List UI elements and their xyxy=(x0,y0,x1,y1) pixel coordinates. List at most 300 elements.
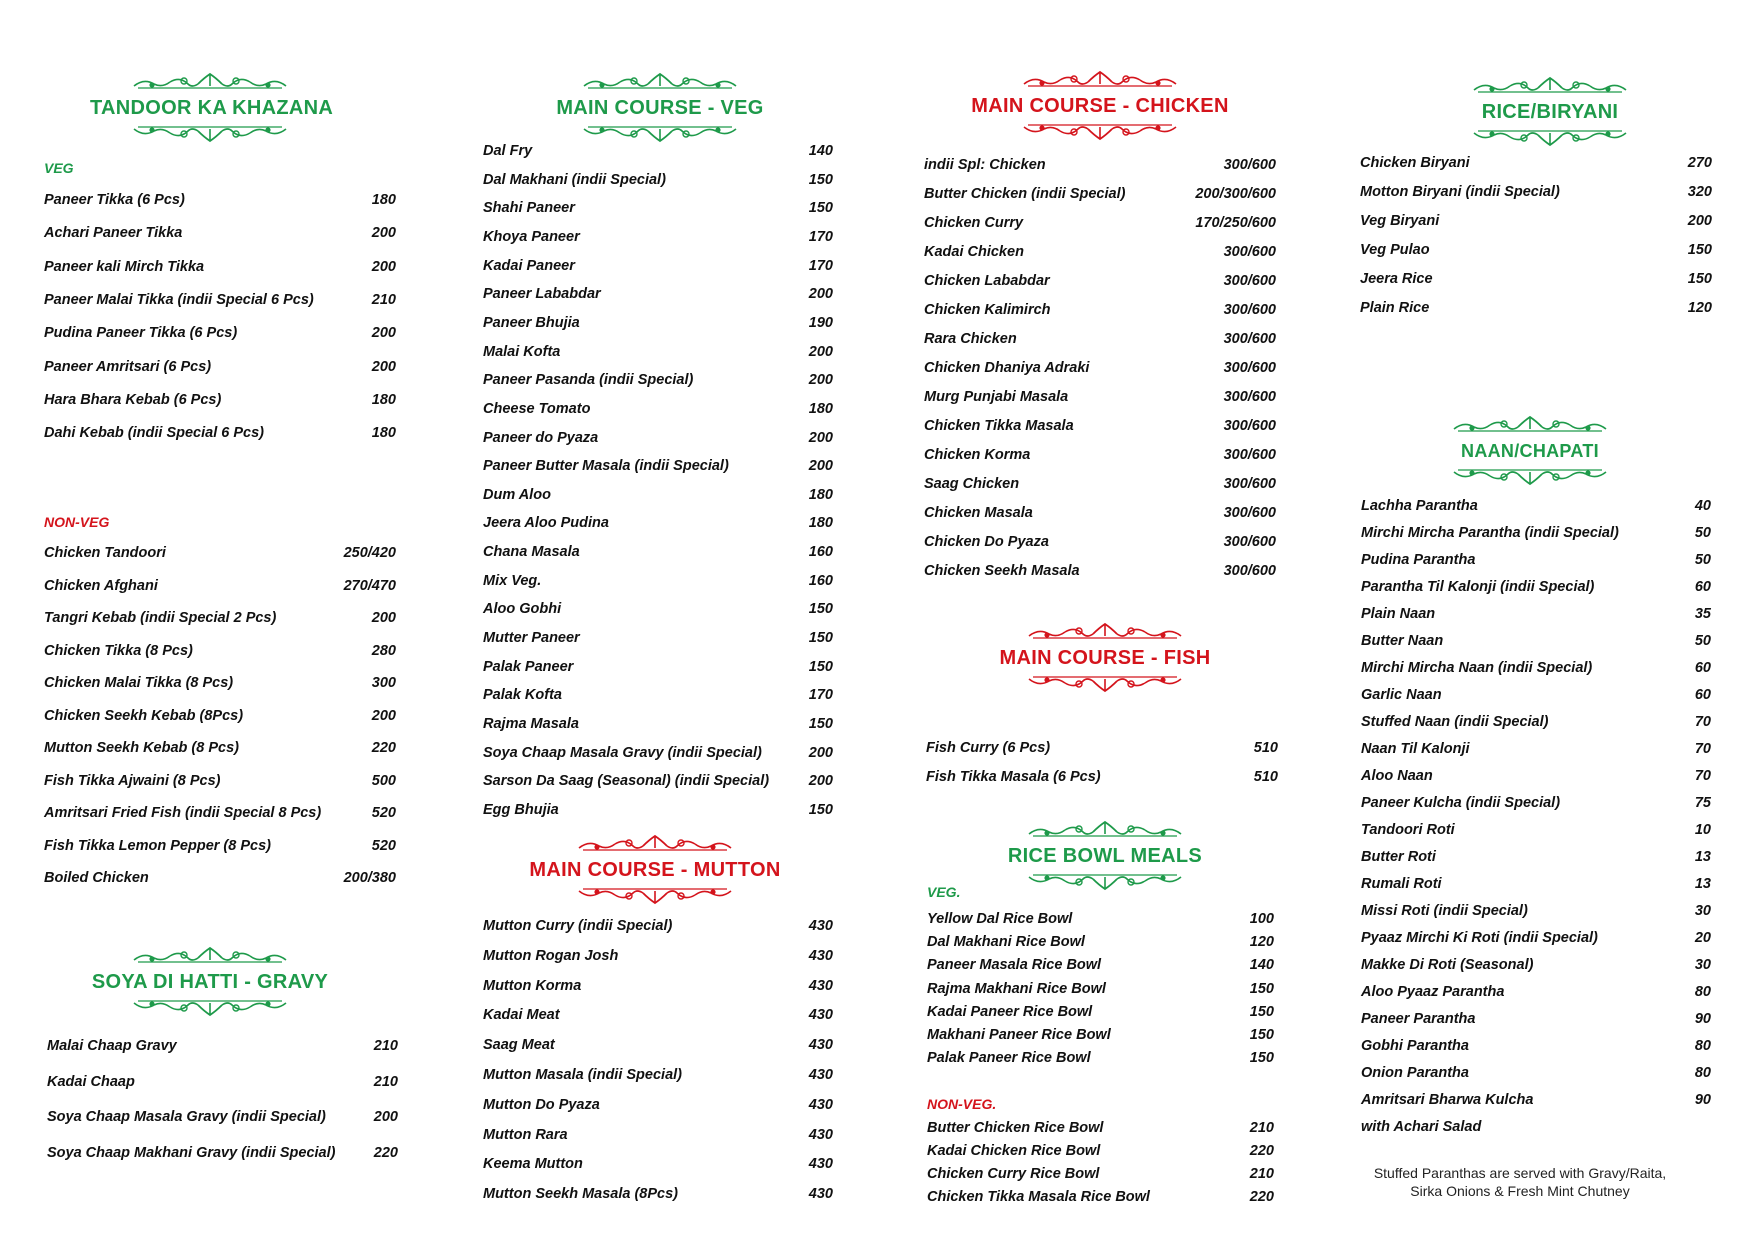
menu-item xyxy=(924,563,1276,579)
menu-item-price: 200 xyxy=(371,258,396,275)
menu-item-price: 430 xyxy=(808,1186,833,1203)
menu-item xyxy=(1361,984,1711,1000)
decorative-flourish-icon xyxy=(580,125,740,143)
menu-item xyxy=(1361,606,1711,622)
menu-item xyxy=(483,1096,833,1113)
menu-item-price: 100 xyxy=(1249,911,1274,927)
menu-item-name: Paneer Tikka (6 Pcs) xyxy=(44,192,185,208)
menu-item xyxy=(924,244,1276,260)
stuffed-parantha-note xyxy=(1350,1164,1690,1200)
menu-item xyxy=(926,740,1278,756)
menu-item xyxy=(924,360,1276,376)
menu-item xyxy=(483,687,833,704)
menu-item-price: 120 xyxy=(1249,934,1274,951)
menu-item-name: Aloo Pyaaz Parantha xyxy=(1361,984,1505,1000)
section-title: MAIN COURSE - FISH xyxy=(999,647,1211,669)
menu-item-name: Amritsari Fried Fish (indii Special 8 Pcs) xyxy=(44,805,322,821)
menu-item xyxy=(483,486,833,503)
menu-item-name: Shahi Paneer xyxy=(483,200,575,217)
menu-item xyxy=(44,740,396,756)
menu-item-name: Naan Til Kalonji xyxy=(1361,741,1470,757)
menu-item-name: Chicken Tikka (8 Pcs) xyxy=(44,642,193,659)
menu-item-name: Tandoori Roti xyxy=(1361,822,1455,838)
menu-item-price: 210 xyxy=(1249,1166,1274,1182)
menu-item-name: Chana Masala xyxy=(483,544,580,561)
menu-item-price: 200 xyxy=(371,610,396,626)
menu-item-price: 200 xyxy=(1687,213,1712,229)
menu-item-price: 300/600 xyxy=(1223,302,1276,318)
menu-item xyxy=(1361,552,1711,568)
menu-item-name: Saag Chicken xyxy=(924,476,1020,492)
menu-item-price: 150 xyxy=(1249,1050,1274,1067)
decorative-flourish-icon xyxy=(1025,820,1185,838)
menu-item-name: Jeera Rice xyxy=(1360,271,1433,287)
menu-item-name: Chicken Afghani xyxy=(44,577,158,594)
menu-item xyxy=(44,837,396,854)
menu-item xyxy=(44,610,396,626)
menu-item xyxy=(1361,579,1711,595)
menu-item-name: Mutter Paneer xyxy=(483,630,580,647)
menu-item-name: Chicken Biryani xyxy=(1360,155,1470,171)
menu-item-price: 30 xyxy=(1694,957,1711,973)
menu-item xyxy=(924,273,1276,289)
menu-item xyxy=(1360,300,1712,316)
menu-item xyxy=(1361,768,1711,784)
menu-item-name: Soya Chaap Masala Gravy (indii Special) xyxy=(483,744,762,761)
menu-item-name: Fish Curry (6 Pcs) xyxy=(926,740,1051,756)
menu-item-name: Jeera Aloo Pudina xyxy=(483,515,609,532)
menu-item xyxy=(44,772,396,789)
menu-item-price: 510 xyxy=(1253,769,1278,785)
menu-item-price: 200 xyxy=(808,458,833,475)
menu-item-name: Khoya Paneer xyxy=(483,228,580,245)
menu-item-price: 510 xyxy=(1253,740,1278,756)
menu-item-price: 270/470 xyxy=(343,577,396,594)
menu-item-name: Chicken Do Pyaza xyxy=(924,534,1049,550)
menu-item-name: Chicken Curry xyxy=(924,215,1024,231)
menu-item-price: 180 xyxy=(371,192,396,208)
menu-item-name: Makhani Paneer Rice Bowl xyxy=(927,1027,1111,1043)
menu-item-price: 80 xyxy=(1694,984,1711,1000)
section-title: RICE BOWL MEALS xyxy=(1007,845,1203,867)
menu-item-price: 60 xyxy=(1694,579,1711,595)
menu-item xyxy=(44,325,396,342)
section-header-rice xyxy=(1430,76,1670,147)
menu-item-name: Dahi Kebab (indii Special 6 Pcs) xyxy=(44,425,264,442)
menu-item xyxy=(483,744,833,761)
menu-item xyxy=(44,642,396,659)
decorative-flourish-icon xyxy=(575,834,735,852)
menu-item-price: 180 xyxy=(808,515,833,532)
menu-item xyxy=(927,1050,1274,1067)
nonveg-label: NON-VEG xyxy=(44,514,110,530)
section-header-veg xyxy=(540,72,780,143)
menu-item-price: 80 xyxy=(1694,1038,1711,1054)
menu-item-price: 300/600 xyxy=(1223,157,1276,173)
menu-item-name: Paneer Lababdar xyxy=(483,286,601,303)
menu-item xyxy=(1361,903,1711,919)
menu-item-price: 180 xyxy=(808,400,833,417)
decorative-flourish-icon xyxy=(1025,675,1185,693)
menu-item-name: Kadai Meat xyxy=(483,1007,560,1024)
decorative-flourish-icon xyxy=(1470,76,1630,94)
menu-item-name: Missi Roti (indii Special) xyxy=(1361,903,1528,919)
menu-item xyxy=(44,291,396,308)
menu-item-price: 13 xyxy=(1694,876,1711,892)
menu-item xyxy=(924,418,1276,434)
menu-item-price: 300/600 xyxy=(1223,389,1276,405)
decorative-flourish-icon xyxy=(1020,70,1180,88)
menu-item-name: Mutton Korma xyxy=(483,977,582,994)
menu-item xyxy=(483,658,833,675)
section-header-mutton xyxy=(525,834,785,905)
menu-item xyxy=(924,302,1276,318)
menu-item xyxy=(927,911,1274,927)
menu-item-name: Motton Biryani (indii Special) xyxy=(1360,184,1560,200)
section-title: MAIN COURSE - CHICKEN xyxy=(971,95,1229,117)
menu-item-price: 220 xyxy=(1249,1189,1274,1205)
menu-item-name: Plain Naan xyxy=(1361,606,1436,622)
menu-item-price: 150 xyxy=(808,658,833,675)
menu-item xyxy=(1361,849,1711,865)
menu-item xyxy=(1361,687,1711,703)
menu-item xyxy=(44,192,396,208)
menu-item xyxy=(1361,1065,1711,1081)
menu-item-price: 20 xyxy=(1694,930,1711,946)
menu-item-name: Mutton Seekh Kebab (8 Pcs) xyxy=(44,740,239,756)
menu-item-price: 250/420 xyxy=(343,545,396,561)
menu-item-name: Paneer Amritsari (6 Pcs) xyxy=(44,358,212,375)
menu-item xyxy=(483,1186,833,1203)
menu-item-name: Butter Naan xyxy=(1361,633,1444,649)
menu-item-name: Mutton Rogan Josh xyxy=(483,947,619,964)
menu-item-name: Mirchi Mircha Parantha (indii Special) xyxy=(1361,525,1619,541)
menu-item-name: with Achari Salad xyxy=(1361,1119,1482,1135)
menu-item-price: 430 xyxy=(808,1007,833,1024)
decorative-flourish-icon xyxy=(130,72,290,90)
menu-item-price: 150 xyxy=(808,716,833,732)
menu-item-price: 200 xyxy=(808,343,833,360)
decorative-flourish-icon xyxy=(1025,873,1185,891)
menu-item-name: Stuffed Naan (indii Special) xyxy=(1361,714,1549,730)
menu-item-price: 70 xyxy=(1694,714,1711,730)
menu-item-name: Kadai Chicken Rice Bowl xyxy=(927,1143,1101,1159)
menu-item-name: Chicken Tikka Masala xyxy=(924,418,1074,434)
menu-item-name: Rumali Roti xyxy=(1361,876,1442,892)
menu-item xyxy=(1361,633,1711,649)
menu-item-price: 430 xyxy=(808,918,833,934)
menu-item xyxy=(1361,876,1711,892)
menu-item xyxy=(1361,1011,1711,1027)
menu-item-price: 170 xyxy=(808,257,833,274)
menu-item xyxy=(483,171,833,188)
menu-item-price: 140 xyxy=(808,143,833,159)
menu-item-name: Paneer Kulcha (indii Special) xyxy=(1361,795,1561,811)
note-line: Stuffed Paranthas are served with Gravy/Raita, xyxy=(1373,1165,1667,1181)
menu-item-price: 200 xyxy=(373,1109,398,1125)
menu-item xyxy=(44,258,396,275)
menu-item xyxy=(47,1073,398,1090)
menu-item-price: 430 xyxy=(808,1067,833,1083)
menu-item-name: Onion Parantha xyxy=(1361,1065,1469,1081)
menu-item-price: 150 xyxy=(1687,242,1712,258)
decorative-flourish-icon xyxy=(1020,123,1180,141)
menu-item xyxy=(927,934,1274,951)
menu-item-price: 200/300/600 xyxy=(1195,186,1276,202)
menu-item xyxy=(483,1067,833,1083)
menu-item-price: 120 xyxy=(1687,300,1712,316)
menu-item-name: Rajma Masala xyxy=(483,716,579,732)
decorative-flourish-icon xyxy=(1450,468,1610,486)
menu-item-name: Dal Makhani Rice Bowl xyxy=(927,934,1085,951)
section-title: NAAN/CHAPATI xyxy=(1461,441,1599,461)
menu-item-name: Mutton Seekh Masala (8Pcs) xyxy=(483,1186,678,1203)
menu-item xyxy=(483,343,833,360)
menu-item xyxy=(483,400,833,417)
menu-item xyxy=(483,572,833,589)
menu-item xyxy=(927,1003,1274,1020)
menu-item-price: 430 xyxy=(808,1126,833,1143)
menu-item-price: 30 xyxy=(1694,903,1711,919)
menu-item xyxy=(483,429,833,446)
menu-item-price: 170 xyxy=(808,687,833,704)
menu-item-price: 150 xyxy=(808,171,833,188)
menu-item-name: Paneer Pasanda (indii Special) xyxy=(483,372,694,389)
menu-item-name: Lachha Parantha xyxy=(1361,498,1478,514)
menu-item-price: 160 xyxy=(808,572,833,589)
menu-item-price: 70 xyxy=(1694,741,1711,757)
menu-item-name: Cheese Tomato xyxy=(483,400,591,417)
menu-item-price: 10 xyxy=(1694,822,1711,838)
menu-item-price: 300/600 xyxy=(1223,505,1276,521)
menu-item-price: 150 xyxy=(1249,1003,1274,1020)
menu-item xyxy=(483,458,833,475)
menu-item-name: Veg Pulao xyxy=(1360,242,1430,258)
section-title: RICE/BIRYANI xyxy=(1481,101,1619,123)
menu-item xyxy=(924,186,1276,202)
menu-item-name: Mutton Do Pyaza xyxy=(483,1096,600,1113)
menu-item xyxy=(44,225,396,242)
menu-item xyxy=(927,1143,1274,1159)
menu-item xyxy=(1361,1092,1711,1108)
menu-item xyxy=(927,1166,1274,1182)
menu-item-name: Kadai Paneer xyxy=(483,257,575,274)
decorative-flourish-icon xyxy=(130,999,290,1017)
section-title: MAIN COURSE - MUTTON xyxy=(529,859,781,881)
menu-item xyxy=(927,957,1274,974)
menu-item-price: 150 xyxy=(1687,271,1712,287)
menu-item xyxy=(44,545,396,561)
menu-item-name: Murg Punjabi Masala xyxy=(924,389,1069,405)
menu-item-price: 50 xyxy=(1694,633,1711,649)
menu-item xyxy=(924,447,1276,463)
menu-item-price: 13 xyxy=(1694,849,1711,865)
menu-item xyxy=(924,534,1276,550)
menu-item xyxy=(483,801,833,818)
menu-item-name: Mix Veg. xyxy=(483,572,542,589)
menu-item-name: Achari Paneer Tikka xyxy=(44,225,183,242)
menu-item-name: Palak Paneer Rice Bowl xyxy=(927,1050,1091,1067)
menu-item xyxy=(1361,498,1711,514)
menu-item-price: 170/250/600 xyxy=(1195,215,1276,231)
menu-item xyxy=(483,200,833,217)
menu-item-name: Chicken Malai Tikka (8 Pcs) xyxy=(44,675,234,691)
veg-label: VEG. xyxy=(927,884,961,900)
menu-item-price: 220 xyxy=(373,1144,398,1161)
menu-item-price: 200 xyxy=(371,325,396,342)
section-title: TANDOOR KA KHAZANA xyxy=(90,97,334,119)
menu-item-price: 150 xyxy=(808,801,833,818)
menu-item xyxy=(1361,714,1711,730)
menu-item-price: 90 xyxy=(1694,1011,1711,1027)
menu-item-name: Chicken Lababdar xyxy=(924,273,1050,289)
menu-item xyxy=(483,257,833,274)
decorative-flourish-icon xyxy=(1470,129,1630,147)
section-title: SOYA DI HATTI - GRAVY xyxy=(91,971,329,993)
menu-item xyxy=(1360,213,1712,229)
menu-item xyxy=(1360,271,1712,287)
menu-item xyxy=(47,1109,398,1125)
menu-item-name: Sarson Da Saag (Seasonal) (indii Special) xyxy=(483,773,770,790)
menu-item-name: Chicken Tandoori xyxy=(44,545,166,561)
menu-item-name: Saag Meat xyxy=(483,1037,555,1054)
menu-item xyxy=(1361,660,1711,676)
menu-item-name: Paneer Masala Rice Bowl xyxy=(927,957,1102,974)
menu-item xyxy=(1360,155,1712,171)
menu-item-name: Chicken Kalimirch xyxy=(924,302,1051,318)
menu-item-name: Hara Bhara Kebab (6 Pcs) xyxy=(44,391,222,408)
menu-item xyxy=(926,769,1278,785)
menu-item xyxy=(483,228,833,245)
menu-item-name: Chicken Curry Rice Bowl xyxy=(927,1166,1100,1182)
menu-item-price: 300 xyxy=(371,675,396,691)
decorative-flourish-icon xyxy=(1450,415,1610,433)
menu-item-name: Kadai Chaap xyxy=(47,1073,135,1090)
veg-label: VEG xyxy=(44,160,74,176)
menu-item-price: 75 xyxy=(1694,795,1711,811)
menu-item-name: Palak Paneer xyxy=(483,658,574,675)
menu-item-name: Rajma Makhani Rice Bowl xyxy=(927,980,1106,997)
menu-item-price: 60 xyxy=(1694,687,1711,703)
menu-item-price: 210 xyxy=(371,291,396,308)
menu-item-name: Garlic Naan xyxy=(1361,687,1442,703)
menu-item-name: Paneer do Pyaza xyxy=(483,429,599,446)
menu-item-price: 200 xyxy=(808,286,833,303)
menu-item xyxy=(483,716,833,732)
menu-item-price: 160 xyxy=(808,544,833,561)
menu-item xyxy=(1361,957,1711,973)
menu-item-name: Makke Di Roti (Seasonal) xyxy=(1361,957,1534,973)
menu-item xyxy=(1361,822,1711,838)
menu-item-name: Chicken Korma xyxy=(924,447,1031,463)
menu-item-name: Rara Chicken xyxy=(924,331,1017,347)
menu-item-price: 210 xyxy=(373,1038,398,1054)
menu-item-name: Aloo Naan xyxy=(1361,768,1433,784)
menu-item xyxy=(44,805,396,821)
menu-item xyxy=(927,980,1274,997)
menu-item-name: Paneer Butter Masala (indii Special) xyxy=(483,458,729,475)
menu-item xyxy=(483,918,833,934)
decorative-flourish-icon xyxy=(130,946,290,964)
menu-item-name: Boiled Chicken xyxy=(44,870,149,886)
menu-item-name: Chicken Dhaniya Adraki xyxy=(924,360,1090,376)
menu-item-price: 220 xyxy=(371,740,396,756)
menu-item-name: Dal Fry xyxy=(483,143,533,159)
menu-item-price: 430 xyxy=(808,977,833,994)
menu-item-price: 200/380 xyxy=(343,870,396,886)
menu-item xyxy=(483,544,833,561)
menu-item-price: 50 xyxy=(1694,525,1711,541)
menu-item xyxy=(483,372,833,389)
menu-item xyxy=(483,1156,833,1173)
menu-item-name: Chicken Seekh Kebab (8Pcs) xyxy=(44,707,244,724)
menu-item-price: 500 xyxy=(371,772,396,789)
menu-item xyxy=(924,331,1276,347)
menu-item-name: Mirchi Mircha Naan (indii Special) xyxy=(1361,660,1593,676)
menu-item xyxy=(44,707,396,724)
menu-item-price: 60 xyxy=(1694,660,1711,676)
menu-item-price: 140 xyxy=(1249,957,1274,974)
menu-item xyxy=(1361,1119,1481,1135)
menu-item-price: 300/600 xyxy=(1223,244,1276,260)
menu-item-price: 35 xyxy=(1694,606,1711,622)
menu-item xyxy=(483,630,833,647)
menu-item-price: 70 xyxy=(1694,768,1711,784)
menu-item-price: 200 xyxy=(808,429,833,446)
section-header-chicken xyxy=(970,70,1230,141)
menu-item-name: Chicken Tikka Masala Rice Bowl xyxy=(927,1189,1150,1205)
menu-item xyxy=(927,1189,1274,1205)
menu-item-price: 200 xyxy=(808,744,833,761)
menu-item-name: Paneer kali Mirch Tikka xyxy=(44,258,205,275)
decorative-flourish-icon xyxy=(575,887,735,905)
menu-item-name: Chicken Masala xyxy=(924,505,1033,521)
menu-item-name: Dal Makhani (indii Special) xyxy=(483,171,666,188)
menu-item xyxy=(483,773,833,790)
menu-item-name: Paneer Parantha xyxy=(1361,1011,1476,1027)
menu-item-price: 320 xyxy=(1687,184,1712,200)
menu-item xyxy=(483,143,833,159)
menu-item-name: Keema Mutton xyxy=(483,1156,583,1173)
menu-item-price: 180 xyxy=(808,486,833,503)
menu-item-price: 150 xyxy=(808,630,833,647)
section-header-tandoor xyxy=(90,72,334,143)
menu-item-price: 430 xyxy=(808,1096,833,1113)
menu-item-price: 300/600 xyxy=(1223,273,1276,289)
menu-item xyxy=(47,1144,398,1161)
menu-item-price: 430 xyxy=(808,1156,833,1173)
menu-item-price: 300/600 xyxy=(1223,476,1276,492)
menu-item-price: 150 xyxy=(1249,1027,1274,1043)
menu-item-price: 150 xyxy=(808,200,833,217)
menu-item-price: 200 xyxy=(371,225,396,242)
menu-item-name: Butter Roti xyxy=(1361,849,1436,865)
menu-item xyxy=(483,314,833,331)
note-line: Sirka Onions & Fresh Mint Chutney xyxy=(1410,1183,1630,1199)
menu-item xyxy=(483,947,833,964)
menu-item-name: Butter Chicken Rice Bowl xyxy=(927,1120,1104,1136)
section-header-soya xyxy=(80,946,340,1017)
menu-item-name: Amritsari Bharwa Kulcha xyxy=(1361,1092,1534,1108)
menu-item xyxy=(483,601,833,618)
section-header-fish xyxy=(975,622,1235,693)
menu-item xyxy=(483,977,833,994)
menu-item-price: 170 xyxy=(808,228,833,245)
menu-item xyxy=(44,391,396,408)
menu-item xyxy=(927,1120,1274,1136)
menu-item-name: Veg Biryani xyxy=(1360,213,1440,229)
menu-item xyxy=(483,286,833,303)
